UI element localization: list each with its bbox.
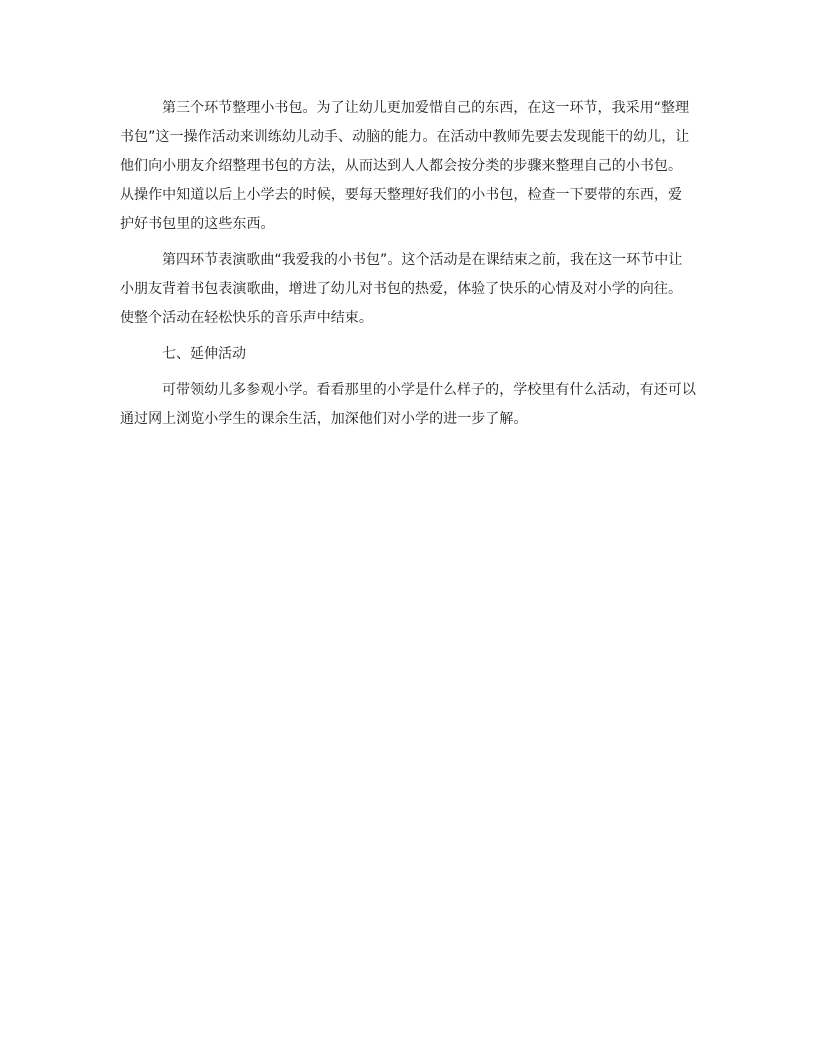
paragraph-visit-primary-school: 可带领幼儿多参观小学。看看那里的小学是什么样子的，学校里有什么活动，有还可以通过网上浏览小学生的课余生活，加深他们对小学的进一步了解。 (120, 382, 696, 427)
paragraph-organize-schoolbag: 第三个环节整理小书包。为了让幼儿更加爱惜自己的东西，在这一环节，我采用“整理书包”这一操作活动来训练幼儿动手、动脑的能力。在活动中教师先要去发现能干的幼儿，让他们向小朋友介绍整理书包的方法，从而达到人人都会按分类的步骤来整理自己的小书包。从操作中知道以后上小学去的时候，要每天整理好我们的小书包，检查一下要带的东西，爱护好书包里的这些东西。 (120, 100, 690, 232)
paragraph-song-performance: 第四环节表演歌曲“我爱我的小书包”。这个活动是在课结束之前，我在这一环节中让小朋友背着书包表演歌曲，增进了幼儿对书包的热爱，体验了快乐的心情及对小学的向往。使整个活动在轻松快乐的音乐声中结束。 (120, 252, 683, 326)
document-page (120, 94, 696, 434)
section-heading-extension-activity: 七、延伸活动 (162, 346, 246, 362)
